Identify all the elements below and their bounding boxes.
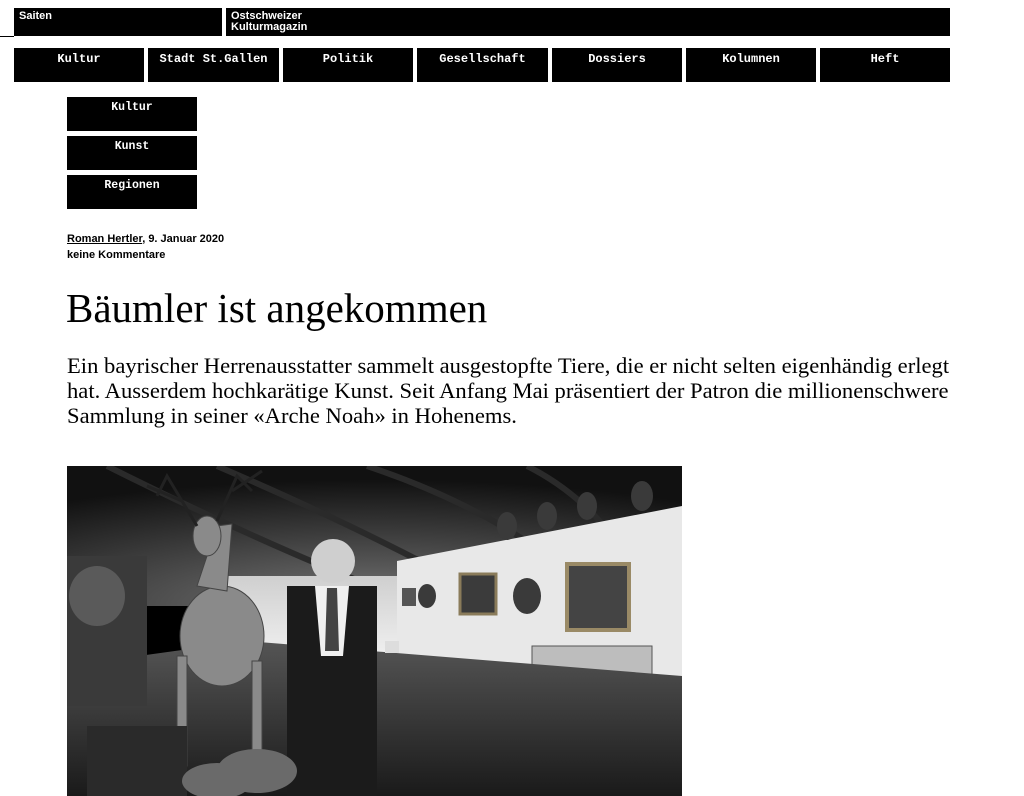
category-tag-kultur[interactable]: Kultur: [67, 97, 197, 131]
publish-date: , 9. Januar 2020: [142, 233, 225, 245]
nav-item-heft[interactable]: Heft: [820, 48, 950, 82]
tagline-line-1: Ostschweizer: [231, 10, 302, 22]
category-tag-kunst[interactable]: Kunst: [67, 136, 197, 170]
site-tagline-box: [226, 8, 950, 36]
nav-item-dossiers[interactable]: Dossiers: [552, 48, 682, 82]
category-tag-regionen[interactable]: Regionen: [67, 175, 197, 209]
comment-count[interactable]: keine Kommentare: [67, 249, 166, 261]
tagline-line-2: Kulturmagazin: [231, 21, 308, 33]
byline: [67, 231, 224, 247]
article-meta: [67, 231, 224, 263]
site-tagline: [226, 8, 950, 36]
article-title: Bäumler ist angekommen: [66, 285, 488, 331]
nav-item-gesellschaft[interactable]: Gesellschaft: [417, 48, 548, 82]
site-logo[interactable]: [14, 8, 222, 36]
nav-item-kolumnen[interactable]: Kolumnen: [686, 48, 816, 82]
nav-item-kultur[interactable]: Kultur: [14, 48, 144, 82]
nav-item-stadt-st-gallen[interactable]: Stadt St.Gallen: [148, 48, 279, 82]
site-name: Saiten: [19, 10, 53, 22]
article-photo-image: [67, 466, 682, 796]
divider: [0, 36, 14, 37]
nav-item-politik[interactable]: Politik: [283, 48, 413, 82]
article-photo: [67, 466, 682, 796]
author-link[interactable]: Roman Hertler: [67, 233, 143, 245]
article-lead: Ein bayrischer Herrenausstatter sammelt ausgestopfte Tiere, die er nicht selten eigenhändig erlegt hat. Ausserdem hochkarätige Kunst. Seit Anfang Mai präsentiert der Patron die millionenschwere Sammlung in seiner «Arche Noah» in Hohenems.: [67, 353, 950, 428]
